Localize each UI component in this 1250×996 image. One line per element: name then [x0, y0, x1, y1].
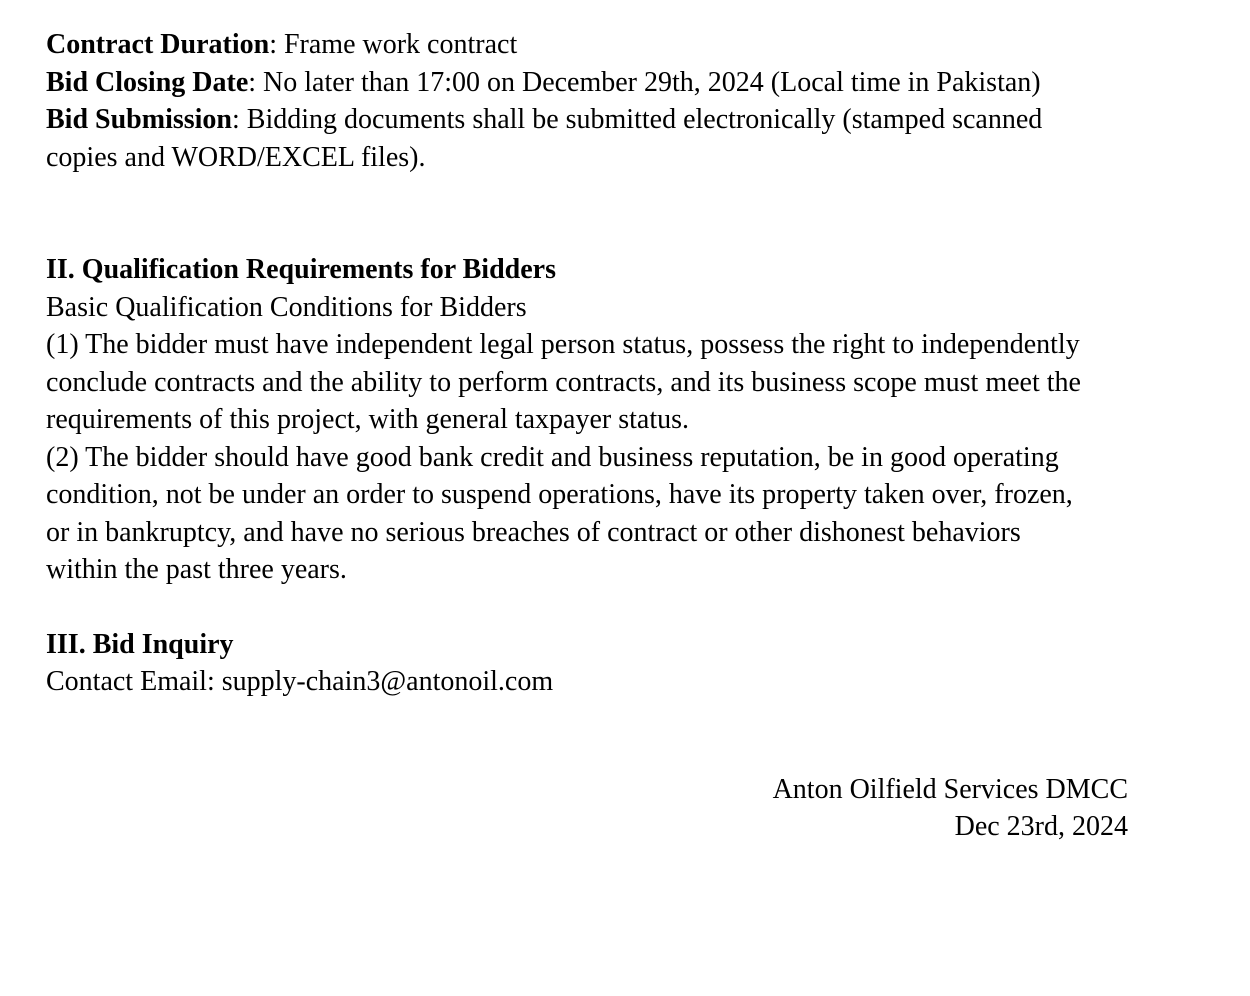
qualification-item-2-line: or in bankruptcy, and have no serious breaches of contract or other dishonest behaviors	[46, 516, 1021, 548]
bid-closing-date-label: Bid Closing Date	[46, 66, 249, 98]
contact-email-link[interactable]: supply-chain3@antonoil.com	[221, 666, 554, 697]
bid-submission-continuation: copies and WORD/EXCEL files).	[46, 141, 426, 173]
contact-email-line	[46, 663, 1146, 701]
contract-duration-value: : Frame work contract	[269, 29, 518, 60]
bid-submission-label: Bid Submission	[46, 104, 232, 135]
contract-duration-label: Contract Duration	[46, 29, 270, 60]
section-2-subheading: Basic Qualification Conditions for Bidders	[46, 291, 527, 323]
document-page	[46, 26, 1146, 846]
bid-submission-line	[46, 101, 1146, 139]
qualification-item-2-line: within the past three years.	[46, 554, 347, 585]
section-3-heading: III. Bid Inquiry	[46, 628, 234, 660]
qualification-item-2-line: condition, not be under an order to suspend operations, have its property taken over, frozen,	[46, 479, 1073, 510]
contract-duration-line	[46, 26, 1146, 64]
bid-closing-date-value: : No later than 17:00 on December 29th, 2024 (Local time in Pakistan)	[248, 66, 1041, 98]
signature-date: Dec 23rd, 2024	[954, 811, 1128, 842]
qualification-item-1-line: (1) The bidder must have independent legal person status, possess the right to independently	[46, 329, 1080, 360]
qualification-item-1-line: conclude contracts and the ability to perform contracts, and its business scope must meet the	[46, 366, 1081, 398]
section-2-heading: II. Qualification Requirements for Bidders	[46, 254, 556, 285]
bid-closing-date-line	[46, 64, 1146, 102]
qualification-item-2-line: (2) The bidder should have good bank credit and business reputation, be in good operating	[46, 441, 1059, 473]
bid-submission-value: : Bidding documents shall be submitted electronically (stamped scanned	[232, 104, 1043, 135]
signature-company: Anton Oilfield Services DMCC	[772, 773, 1128, 805]
contact-email-label: Contact Email:	[46, 666, 222, 697]
qualification-item-1-line: requirements of this project, with general taxpayer status.	[46, 404, 690, 435]
